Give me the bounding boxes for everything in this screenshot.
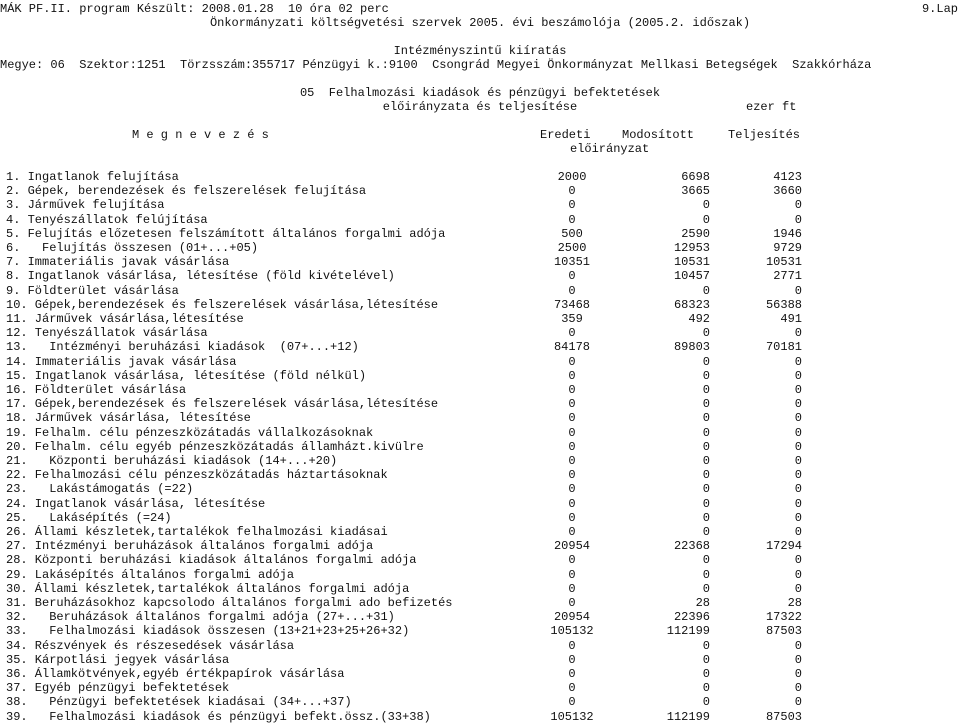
original-value: 10351 [553,255,590,270]
row-label: 5. Felujítás előzetesen felszámított általános forgalmi adója [6,226,446,241]
original-value: 359 [561,312,583,326]
table-row [0,198,960,212]
table-row [0,440,960,454]
table-row [0,667,960,681]
actual-value: 0 [794,667,802,681]
modified-value: 10531 [673,255,710,270]
table-row [0,511,960,525]
modified-value: 112199 [666,709,710,724]
column-header-original-sub: előirányzat [570,142,650,156]
original-value: 105132 [550,624,594,639]
original-value: 105132 [550,709,594,724]
row-label: 6. Felujítás összesen (01+...+05) [6,241,259,255]
institution-line: Megye: 06 Szektor:1251 Törzsszám:355717 Pénzügyi k.:9100 Csongrád Megyei Önkormányzat Mellkasi Betegségek Szakkórháza [0,58,872,72]
original-value: 0 [568,652,576,667]
table-row [0,653,960,667]
row-label: 32. Beruházások általános forgalmi adója (27+...+31) [6,610,395,625]
modified-value: 0 [702,652,710,667]
modified-value: 6698 [681,170,710,184]
row-label: 31. Beruházásokhoz kapcsolodo általános forgalmi ado befizetés [6,596,453,610]
row-label: 8. Ingatlanok vásárlása, létesítése (föld kivételével) [6,269,395,284]
original-value: 0 [568,326,576,341]
modified-value: 0 [702,525,710,539]
actual-value: 4123 [773,170,802,184]
actual-value: 0 [794,482,802,497]
original-value: 0 [568,383,576,397]
modified-value: 492 [688,312,710,326]
modified-value: 0 [702,482,710,497]
original-value: 0 [568,354,576,369]
table-row [0,326,960,340]
actual-value: 0 [794,652,802,667]
modified-value: 0 [702,567,710,582]
original-value: 0 [568,397,576,412]
actual-value: 70181 [765,340,802,355]
table-row [0,582,960,596]
original-value: 84178 [553,340,590,355]
row-label: 21. Központi beruházási kiadások (14+...+20) [6,454,338,468]
modified-value: 0 [702,425,710,440]
modified-value: 0 [702,681,710,696]
actual-value: 0 [794,383,802,397]
original-value: 0 [568,567,576,582]
modified-value: 28 [695,596,710,610]
row-label: 12. Tenyészállatok vásárlása [6,326,208,341]
row-label: 25. Lakásépítés (=24) [6,510,172,525]
modified-value: 0 [702,397,710,412]
modified-value: 0 [702,212,710,227]
original-value: 0 [568,596,576,610]
row-label: 16. Földterület vásárlása [6,383,187,397]
table-row [0,255,960,269]
table-row [0,397,960,411]
table-row [0,184,960,198]
modified-value: 0 [702,198,710,213]
actual-value: 17322 [765,610,802,625]
original-value: 0 [568,581,576,596]
modified-value: 12953 [673,241,710,255]
modified-value: 0 [702,510,710,525]
table-row [0,596,960,610]
table-row [0,298,960,312]
modified-value: 89803 [673,340,710,355]
actual-value: 0 [794,439,802,454]
original-value: 0 [568,695,576,710]
actual-value: 0 [794,468,802,483]
modified-value: 10457 [673,269,710,284]
actual-value: 10531 [765,255,802,270]
original-value: 0 [568,525,576,539]
table-row [0,269,960,283]
table-row [0,355,960,369]
row-label: 30. Állami készletek,tartalékok általános forgalmi adója [6,581,410,596]
table-row [0,553,960,567]
row-label: 34. Részvények és részesedések vásárlása [6,638,295,653]
row-label: 22. Felhalmozási célu pénzeszközátadás háztartásoknak [6,468,388,483]
original-value: 0 [568,184,576,199]
table-row [0,213,960,227]
table-title-line1: 05 Felhalmozási kiadások és pénzügyi befektetések [299,86,661,100]
table-row [0,369,960,383]
actual-value: 0 [794,397,802,412]
original-value: 0 [568,269,576,284]
actual-value: 491 [780,312,802,326]
table-row [0,383,960,397]
original-value: 0 [568,510,576,525]
original-value: 0 [568,454,576,468]
modified-value: 22368 [673,539,710,554]
actual-value: 0 [794,198,802,213]
actual-value: 0 [794,638,802,653]
modified-value: 0 [702,695,710,710]
row-label: 20. Felhalm. célu egyéb pénzeszközátadás államházt.kivülre [6,439,424,454]
modified-value: 68323 [673,297,710,312]
table-row [0,454,960,468]
row-label: 29. Lakásépítés általános forgalmi adója [6,567,295,582]
modified-value: 2590 [681,226,710,241]
actual-value: 0 [794,454,802,468]
modified-value: 112199 [666,624,710,639]
actual-value: 9729 [773,241,802,255]
table-row [0,468,960,482]
actual-value: 0 [794,283,802,298]
modified-value: 0 [702,326,710,341]
modified-value: 0 [702,638,710,653]
original-value: 0 [568,425,576,440]
actual-value: 56388 [765,297,802,312]
table-row [0,312,960,326]
column-header-actual: Teljesítés [728,128,801,142]
modified-value: 0 [702,283,710,298]
actual-value: 0 [794,681,802,696]
table-row [0,241,960,255]
row-label: 33. Felhalmozási kiadások összesen (13+21+23+25+26+32) [6,624,410,639]
actual-value: 0 [794,368,802,383]
original-value: 73468 [553,297,590,312]
table-row [0,497,960,511]
original-value: 0 [568,283,576,298]
actual-value: 0 [794,326,802,341]
actual-value: 0 [794,510,802,525]
row-label: 4. Tenyészállatok felújítása [6,212,208,227]
modified-value: 22396 [673,610,710,625]
table-row [0,695,960,709]
header-left: MÁK PF.II. program Készült: 2008.01.28 10 óra 02 perc [0,2,389,16]
modified-value: 0 [702,368,710,383]
column-header-original: Eredeti [540,128,591,142]
row-label: 15. Ingatlanok vásárlása, létesítése (föld nélkül) [6,368,367,383]
table-row [0,710,960,724]
unit-label: ezer ft [746,100,797,114]
table-row [0,227,960,241]
original-value: 0 [568,411,576,426]
modified-value: 0 [702,354,710,369]
original-value: 0 [568,496,576,511]
row-label: 1. Ingatlanok felujítása [6,170,179,184]
modified-value: 0 [702,581,710,596]
actual-value: 17294 [765,539,802,554]
modified-value: 0 [702,468,710,483]
table-row [0,539,960,553]
column-header-modified: Modosított [622,128,695,142]
actual-value: 3660 [773,184,802,199]
actual-value: 0 [794,695,802,710]
actual-value: 1946 [773,226,802,241]
original-value: 0 [568,681,576,696]
modified-value: 0 [702,454,710,468]
original-value: 0 [568,368,576,383]
original-value: 0 [568,553,576,568]
row-label: 17. Gépek,berendezések és felszerelések vásárlása,létesítése [6,397,439,412]
actual-value: 0 [794,581,802,596]
original-value: 0 [568,468,576,483]
original-value: 2500 [557,241,587,255]
table-row [0,426,960,440]
row-label: 27. Intézményi beruházások általános forgalmi adója [6,539,374,554]
modified-value: 0 [702,439,710,454]
report-title: Intézményszintű kiíratás [393,44,567,58]
modified-value: 0 [702,411,710,426]
row-label: 37. Egyéb pénzügyi befektetések [6,681,230,696]
original-value: 2000 [557,170,587,184]
row-label: 23. Lakástámogatás (=22) [6,482,194,497]
modified-value: 3665 [681,184,710,199]
table-row [0,340,960,354]
actual-value: 0 [794,525,802,539]
row-label: 24. Ingatlanok vásárlása, létesítése [6,496,266,511]
actual-value: 0 [794,425,802,440]
actual-value: 0 [794,354,802,369]
row-label: 26. Állami készletek,tartalékok felhalmozási kiadásai [6,525,388,539]
actual-value: 0 [794,567,802,582]
actual-value: 87503 [765,709,802,724]
table-row [0,681,960,695]
original-value: 500 [561,226,583,241]
row-label: 39. Felhalmozási kiadások és pénzügyi befekt.össz.(33+38) [6,709,431,724]
modified-value: 0 [702,667,710,681]
table-row [0,568,960,582]
row-label: 13. Intézményi beruházási kiadások (07+...+12) [6,340,359,355]
actual-value: 0 [794,411,802,426]
actual-value: 0 [794,212,802,227]
row-label: 35. Kárpotlási jegyek vásárlása [6,652,230,667]
actual-value: 87503 [765,624,802,639]
row-label: 18. Járművek vásárlása, létesítése [6,411,251,426]
table-row [0,284,960,298]
row-label: 38. Pénzügyi befektetések kiadásai (34+...+37) [6,695,352,710]
row-label: 3. Járművek felujítása [6,198,165,213]
table-row [0,610,960,624]
row-label: 36. Államkötvények,egyéb értékpapírok vásárlása [6,667,345,681]
modified-value: 0 [702,496,710,511]
table-row [0,624,960,638]
original-value: 0 [568,198,576,213]
row-label: 11. Járművek vásárlása,létesítése [6,312,244,326]
table-row [0,170,960,184]
original-value: 20954 [553,539,590,554]
actual-value: 0 [794,553,802,568]
actual-value: 0 [794,496,802,511]
actual-value: 2771 [773,269,802,284]
table-row [0,411,960,425]
original-value: 0 [568,638,576,653]
row-label: 9. Földterület vásárlása [6,283,179,298]
table-row [0,482,960,496]
page-number: 9.Lap [921,2,958,16]
original-value: 0 [568,439,576,454]
row-label: 10. Gépek,berendezések és felszerelések vásárlása,létesítése [6,297,439,312]
original-value: 0 [568,212,576,227]
table-row [0,525,960,539]
row-label: 28. Központi beruházási kiadások általános forgalmi adója [6,553,417,568]
original-value: 0 [568,482,576,497]
table-title-line2: előirányzata és teljesítése [382,100,578,114]
row-label: 2. Gépek, berendezések és felszerelések felujítása [6,184,367,199]
original-value: 20954 [553,610,590,625]
table-row [0,639,960,653]
row-label: 14. Immateriális javak vásárlása [6,354,237,369]
report-subtitle: Önkormányzati költségvetési szervek 2005. évi beszámolója (2005.2. időszak) [209,16,751,30]
row-label: 7. Immateriális javak vásárlása [6,255,230,270]
modified-value: 0 [702,553,710,568]
column-header-name: M e g n e v e z é s [132,128,269,142]
modified-value: 0 [702,383,710,397]
row-label: 19. Felhalm. célu pénzeszközátadás vállalkozásoknak [6,425,374,440]
actual-value: 28 [787,596,802,610]
original-value: 0 [568,667,576,681]
